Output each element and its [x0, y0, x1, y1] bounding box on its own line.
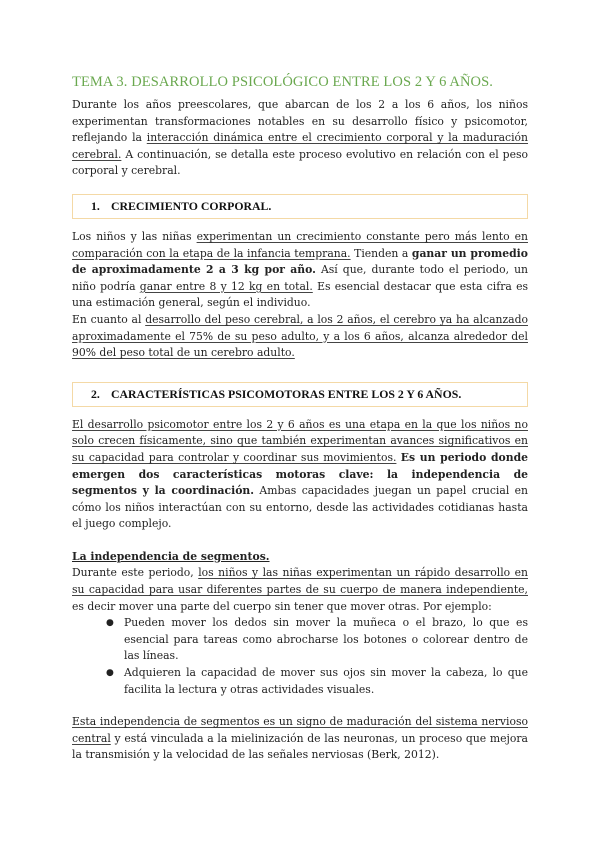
s1p1-text-1: Los niños y las niñas — [72, 229, 197, 243]
section-1-paragraph-1 — [72, 229, 528, 312]
section-2-paragraph-2 — [72, 565, 528, 615]
s2p1-text-2: Ambas capacidades juegan un papel crucial en cómo los niños interactúan con su entorno, desde las actividades cotidianas hasta el juego complejo. — [72, 484, 528, 531]
bullet-icon: ● — [106, 668, 114, 679]
s1p2-underline-1: desarrollo del peso cerebral, a los 2 años, el cerebro ya ha alcanzado aproximadamente el 75% de su peso adulto, y a los 6 años, alcanza alrededor del 90% del peso total de un cerebro adulto. — [72, 312, 528, 360]
section-1-title: CRECIMIENTO CORPORAL. — [111, 198, 272, 213]
intro-text-1: Durante los años preescolares, que abarcan de los 2 a los 6 años, los niños experimentan transformaciones notables en su desarrollo físico y psicomotor, reflejando la — [72, 98, 528, 145]
section-2-paragraph-3 — [72, 714, 528, 764]
s1p1-text-3: Así que, durante todo el periodo, un niño podría — [72, 263, 528, 293]
s2p2-text-2: es decir mover una parte del cuerpo sin tener que mover otras. Por ejemplo: — [72, 599, 492, 613]
s1p2-text-1: En cuanto al — [72, 312, 146, 326]
s2p2-underline-1: los niños y las niñas experimentan un rápido desarrollo en su capacidad para usar diferentes partes de su cuerpo de manera independiente, — [72, 566, 528, 597]
section-1-number: 1. — [91, 198, 100, 213]
s2p1-bold-1: Es un periodo donde emergen dos características motoras clave: la independencia de segmentos y la coordinación. — [72, 450, 528, 498]
section-1-heading — [72, 194, 528, 219]
s2p1-underline-1: El desarrollo psicomotor entre los 2 y 6 años es una etapa en la que los niños no solo crecen físicamente, sino que también experimentan avances significativos en su capacidad para controlar y coordinar sus movimientos. — [72, 417, 528, 464]
section-2-heading — [72, 382, 528, 407]
section-1-paragraph-2 — [72, 312, 528, 362]
page-title: TEMA 3. DESARROLLO PSICOLÓGICO ENTRE LOS 2 Y 6 AÑOS. — [72, 74, 494, 90]
s1p1-underline-1: experimentan un crecimiento constante pero más lento en comparación con la etapa de la infancia temprana. — [72, 229, 528, 260]
s1p1-bold-1: ganar un promedio de aproximadamente 2 a 3 kg por año. — [72, 246, 528, 277]
list-item-text: Adquieren la capacidad de mover sus ojos sin mover la cabeza, lo que facilita la lectura y otras actividades visuales. — [124, 666, 528, 696]
list-item — [106, 615, 528, 665]
s2p3-text-1: y está vinculada a la mielinización de las neuronas, un proceso que mejora la transmisión y la velocidad de las señales nerviosas (Berk, 2012). — [72, 731, 528, 762]
intro-paragraph — [72, 97, 528, 180]
bullet-icon: ● — [106, 618, 114, 629]
section-2-title: CARACTERÍSTICAS PSICOMOTORAS ENTRE LOS 2 Y 6 AÑOS. — [111, 386, 462, 401]
s1p1-text-2: Tienden a — [350, 246, 412, 260]
examples-list — [72, 615, 528, 698]
section-2-number: 2. — [91, 386, 100, 401]
s2p2-text-1: Durante este periodo, — [72, 566, 199, 580]
intro-underline-1: interacción dinámica entre el crecimiento corporal y la maduración cerebral. — [72, 131, 529, 161]
s1p1-underline-2: ganar entre 8 y 12 kg en total. — [139, 279, 313, 293]
intro-text-2: A continuación, se detalla este proceso evolutivo en relación con el peso corporal y cerebral. — [72, 147, 528, 178]
s1p1-text-4: Es esencial destacar que esta cifra es una estimación general, según el individuo. — [72, 279, 528, 310]
list-item — [106, 665, 528, 698]
s2p3-underline-1: Esta independencia de segmentos es un signo de maduración del sistema nervioso central — [72, 715, 528, 745]
section-2-paragraph-1 — [72, 417, 528, 533]
list-item-text: Pueden mover los dedos sin mover la muñeca o el brazo, lo que es esencial para tareas como abrocharse los botones o colorear dentro de las líneas. — [124, 616, 528, 663]
subheading-segment-independence: La independencia de segmentos. — [72, 549, 270, 563]
